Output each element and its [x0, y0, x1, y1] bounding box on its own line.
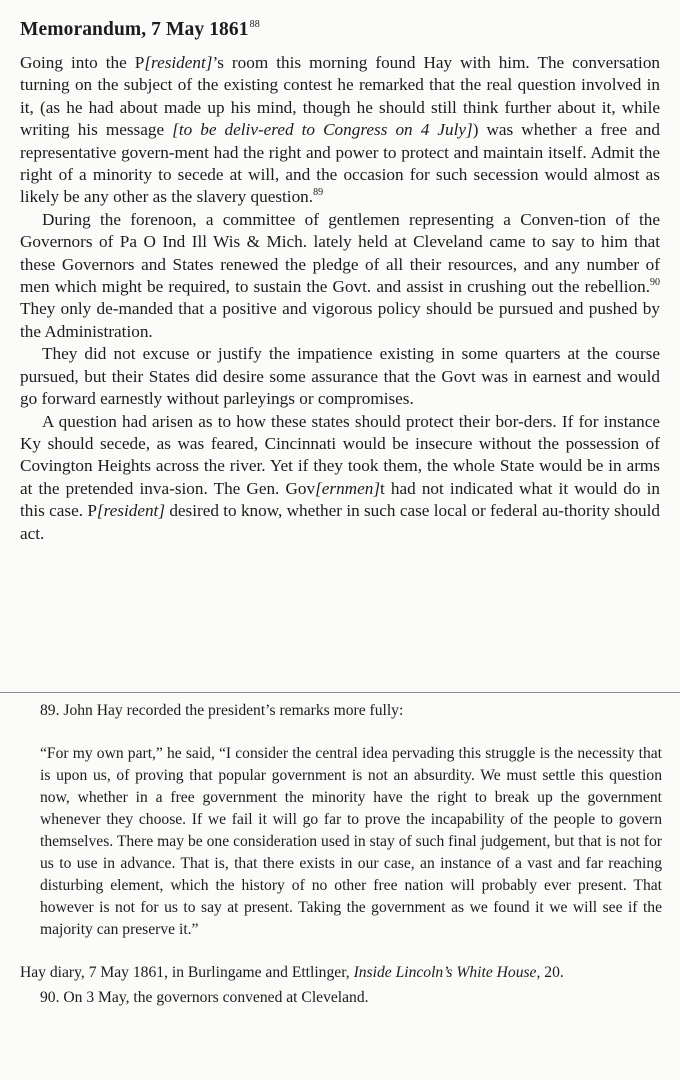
p2-text-c: They only de-manded that a positive and vigorous policy should be pursued and pushed by the Administration.: [20, 299, 660, 341]
footnote-marker-90: 90: [650, 277, 660, 289]
p4-editorial-insert-2: [resident]: [96, 501, 166, 521]
p1-text-e: ) was whether a free and representative govern-ment had the right and power to protect and maintain itself. Admit the right of a minority to secede at will, and the occasion for such secession would almost as likely be any other as the slavery question.: [20, 120, 660, 207]
p4-editorial-insert: [ernmen]: [315, 478, 381, 498]
memorandum-title: [20, 19, 260, 41]
paragraph-3: They did not excuse or justify the impatience existing in some quarters at the course pursued, but their States did desire some assurance that the Govt was in earnest and would go forward earnestly without parleyings or compromises.: [20, 344, 660, 409]
p1-text-c: ’s room this morning found Hay with him. The conversation turning on the subject of the existing contest he remarked that the real question involved in it, (as he had about made up his mind, though he should still think further about it, while writing his message: [20, 53, 661, 140]
p1-editorial-insert-2: [to be deliv-ered to Congress on 4 July]: [172, 120, 473, 140]
title-text: Memorandum, 7 May 1861: [20, 19, 249, 40]
footnote-89-heading: 89. John Hay recorded the president’s remarks more fully:: [40, 702, 404, 719]
p4-text-e: desired to know, whether in such case local or federal au-thority should act.: [20, 501, 660, 543]
footnote-marker-89: 89: [313, 187, 324, 199]
footnote-divider: [0, 692, 680, 693]
paragraph-2: [20, 209, 660, 343]
title-footnote-marker: 88: [249, 19, 260, 30]
p4-text-a: A question had arisen as to how these states should protect their bor-ders. If for instance Ky should secede, as was feared, Cincinnati would be insecure without the possession of Covington Heights across the river. Yet if they took them, the whole State would be in arms at the pretended inva-sion. The Gen. Gov: [20, 411, 660, 498]
source-page: 20.: [540, 963, 564, 981]
footnote-89-source: [20, 962, 662, 983]
footnotes: [20, 700, 662, 1008]
p1-text-a: Going into the P: [20, 53, 145, 72]
p4-text-c: t had not indicated what it would do in this case. P: [20, 478, 660, 521]
p2-text-a: During the forenoon, a committee of gentlemen representing a Conven-tion of the Governors of Pa O Ind Ill Wis & Mich. lately held at Cleveland came to say to him that these Governors and States renewed the pledge of all their resources, and any number of men which might be required, to sustain the Govt. and assist in crushing out the rebellion.: [20, 209, 660, 297]
source-text-a: Hay diary, 7 May 1861, in Burlingame and Ettlinger,: [20, 963, 354, 981]
paragraph-1: [20, 52, 660, 209]
footnote-90: 90. On 3 May, the governors convened at Cleveland.: [40, 988, 369, 1006]
footnote-89-quote: “For my own part,” he said, “I consider the central idea pervading this struggle is the necessity that is upon us, of proving that popular government is not an absurdity. We must settle this question now, whether in a free government the minority have the right to break up the government whenever they choose. If we fail it will go far to prove the incapability of the people to govern themselves. There may be one consideration used in stay of such final judgement, but that is not for us to use in advance. That is, that there exists in our case, an instance of a vast and far reaching disturbing element, which the history of no other free nation will probably ever present. That however is not for us to say at present. Taking the government as we found it we will see if the majority can preserve it.”: [40, 744, 662, 938]
p1-editorial-insert: [resident]: [144, 53, 213, 72]
source-book-title: Inside Lincoln’s White House,: [353, 963, 541, 981]
memorandum-body: [20, 52, 660, 545]
paragraph-4: [20, 411, 660, 545]
